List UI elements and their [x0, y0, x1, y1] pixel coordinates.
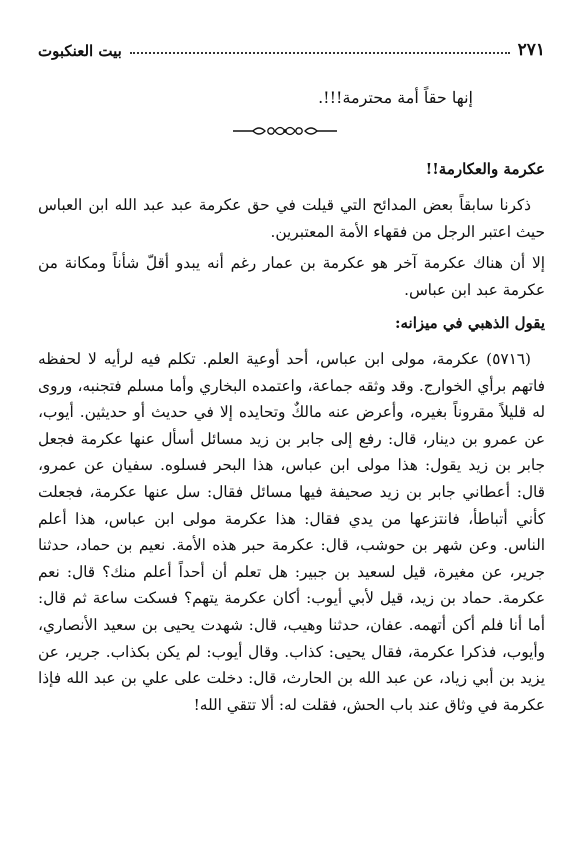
running-title: بيت العنكبوت — [38, 42, 122, 60]
ornament-divider-icon — [231, 124, 339, 138]
quote-text: (٥٧١٦) عكرمة، مولى ابن عباس، أحد أوعية العلم. تكلم فيه لرأيه لا لحفظه فاتهم برأي الخوارج. وقد وثقه جماعة، واعتمده البخاري وأما مسلم فتجنبه، وروى له قليلاً مقروناً بغيره، وأعرض عنه مالكٌ وتحايده إلا في حديث أو حديثين. أيوب، عن عمرو بن دينار، قال: رفع إلى جابر بن زيد مسائل أسأل عنها عكرمة فجعل جابر بن زيد يقول: هذا مولى ابن عباس، هذا البحر فسلوه. سفيان عن عمرو، قال: أعطاني جابر بن زيد صحيفة فيها مسائل فقال: سل عنها عكرمة، فجعلت كأني أتباطأ، فانتزعها من يدي فقال: هذا عكرمة مولى ابن عباس، هذا أعلم الناس. وعن شهر بن حوشب، قال: عكرمة حبر هذه الأمة. نعيم بن حماد، حدثنا جرير، عن مغيرة، قيل لسعيد بن جبير: هل تعلم أن أحداً أعلم منك؟ قال: نعم عكرمة. حماد بن زيد، قيل لأبي أيوب: أكان عكرمة يتهم؟ فسكت ساعة ثم قال: أما أنا فلم أكن أتهمه. عفان، حدثنا وهيب، قال: شهدت يحيى بن سعيد الأنصاري، وأيوب، فذكرا عكرمة، فقال يحيى: كذاب. وقال أيوب: لم يكن بكذاب. جرير، عن يزيد بن أبي زياد، عن عبد الله بن الحارث، قال: دخلت على علي بن عبد الله فإذا عكرمة في وثاق عند باب الحش، فقلت له: ألا تتقي الله! — [38, 350, 545, 714]
intro-line: إنها حقاً أمة محترمة!!!. — [318, 88, 473, 107]
paragraph-ikrima-ammar — [38, 250, 545, 303]
paragraph-text: ذكرنا سابقاً بعض المدائح التي قيلت في حق عكرمة عبد عبد الله ابن العباس حيث اعتبر الرجل من فقهاء الأمة المعتبرين. — [38, 196, 545, 241]
dhahabi-quote — [38, 346, 545, 718]
paragraph-text: إلا أن هناك عكرمة آخر هو عكرمة بن عمار رغم أنه يبدو أقلّ شأناً ومكانة من عكرمة عبد ابن عباس. — [38, 254, 545, 299]
page-number: ٢٧١ — [517, 40, 545, 60]
paragraph-praise — [38, 192, 545, 245]
header-dotted-leader — [130, 52, 510, 54]
dhahabi-subheading: يقول الذهبي في ميزانه: — [394, 314, 545, 332]
section-title: عكرمة والعكارمة!! — [425, 160, 545, 178]
page-header — [38, 34, 545, 60]
